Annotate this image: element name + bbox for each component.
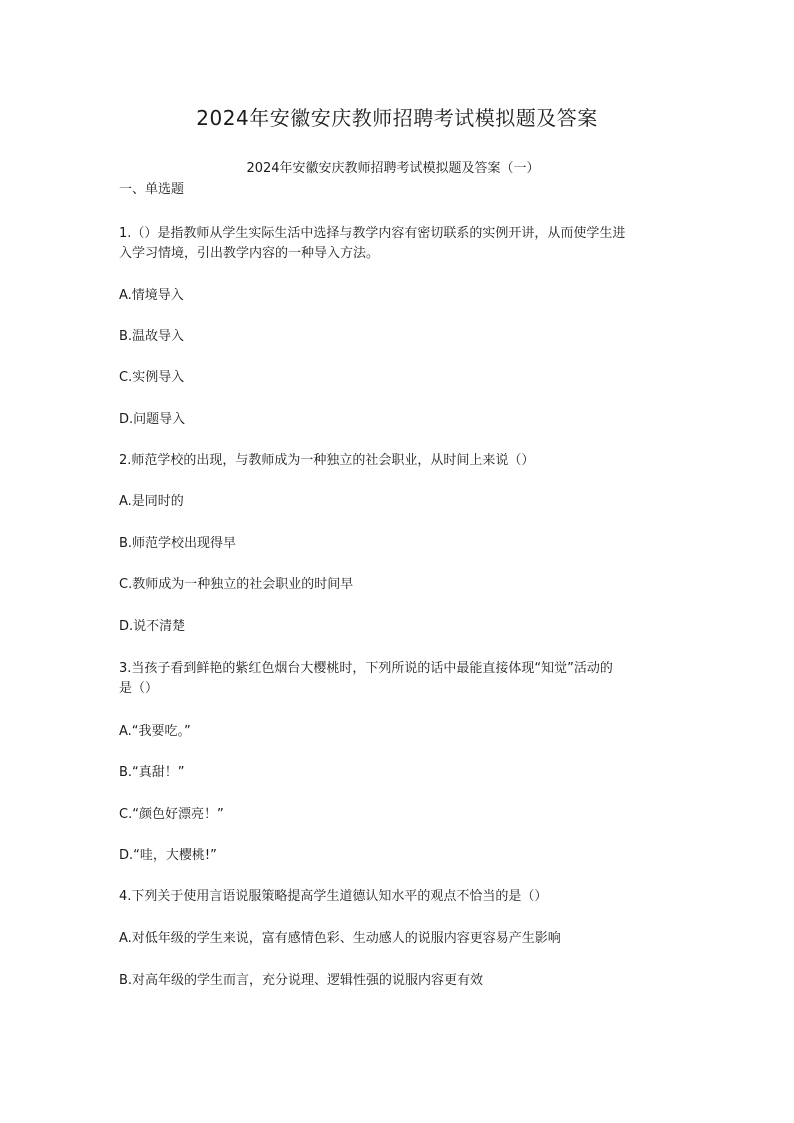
document-title: 2024年安徽安庆教师招聘考试模拟题及答案 bbox=[196, 106, 598, 130]
question-2-option-a: A.是同时的 bbox=[119, 494, 184, 509]
question-2-option-d: D.说不清楚 bbox=[119, 619, 186, 634]
question-4-option-a: A.对低年级的学生来说，富有感情色彩、生动感人的说服内容更容易产生影响 bbox=[119, 931, 561, 946]
question-3-stem-line-2: 是（） bbox=[119, 681, 159, 696]
question-1-option-a: A.情境导入 bbox=[119, 288, 184, 303]
question-1-option-d: D.问题导入 bbox=[119, 412, 186, 427]
question-2-stem-line-1: 2.师范学校的出现，与教师成为一种独立的社会职业，从时间上来说（） bbox=[119, 453, 535, 468]
question-3-option-a: A.“我要吃。” bbox=[119, 724, 191, 739]
question-2-option-b: B.师范学校出现得早 bbox=[119, 536, 237, 551]
question-3-option-c: C.“颜色好漂亮！” bbox=[119, 807, 224, 822]
document-subtitle: 2024年安徽安庆教师招聘考试模拟题及答案（一） bbox=[246, 161, 540, 176]
question-1-stem-line-2: 入学习情境，引出教学内容的一种导入方法。 bbox=[119, 246, 380, 261]
question-3-option-d: D.“哇，大樱桃!” bbox=[119, 848, 217, 863]
question-1-option-c: C.实例导入 bbox=[119, 370, 185, 385]
question-4-stem-line-1: 4.下列关于使用言语说服策略提高学生道德认知水平的观点不恰当的是（） bbox=[119, 889, 548, 904]
question-1-option-b: B.温故导入 bbox=[119, 329, 185, 344]
question-1-stem-line-1: 1.（）是指教师从学生实际生活中选择与教学内容有密切联系的实例开讲，从而使学生进 bbox=[119, 226, 626, 241]
question-2-option-c: C.教师成为一种独立的社会职业的时间早 bbox=[119, 577, 354, 592]
section-heading: 一、单选题 bbox=[119, 182, 185, 197]
question-3-option-b: B.“真甜！” bbox=[119, 765, 185, 780]
question-3-stem-line-1: 3.当孩子看到鲜艳的紫红色烟台大樱桃时，下列所说的话中最能直接体现“知觉”活动的 bbox=[119, 661, 613, 676]
question-4-option-b: B.对高年级的学生而言，充分说理、逻辑性强的说服内容更有效 bbox=[119, 973, 484, 988]
